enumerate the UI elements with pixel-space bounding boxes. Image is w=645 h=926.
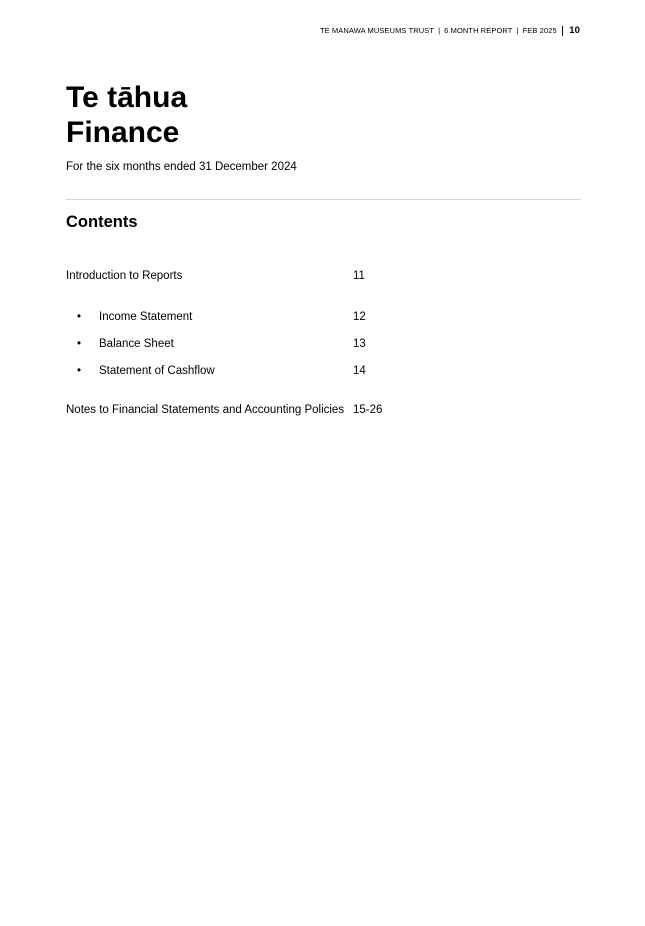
- page-title-line-1: Te tāhua: [66, 81, 188, 114]
- toc-item-label: Notes to Financial Statements and Accounting Policies: [66, 404, 345, 416]
- toc-item-label: Income Statement: [99, 311, 193, 323]
- header-org: TE MANAWA MUSEUMS TRUST: [319, 26, 435, 35]
- page-title-line-2: Finance: [66, 116, 180, 149]
- header-report: 6 MONTH REPORT: [444, 26, 513, 35]
- page-header: [320, 25, 580, 36]
- toc-item-label: Balance Sheet: [99, 338, 174, 350]
- toc-item-page: 11: [353, 270, 365, 282]
- header-date: FEB 2025: [522, 26, 557, 35]
- contents-heading: Contents: [66, 213, 138, 231]
- section-divider: [66, 199, 581, 200]
- page-number: 10: [569, 25, 580, 36]
- bullet-icon: •: [77, 338, 82, 350]
- toc-item-label: Introduction to Reports: [66, 270, 183, 282]
- header-page-divider: [562, 26, 564, 36]
- header-separator: |: [438, 26, 441, 35]
- bullet-icon: •: [77, 311, 82, 323]
- page-title: [66, 80, 187, 150]
- header-separator: |: [516, 26, 519, 35]
- toc-item-page: 12: [353, 311, 366, 323]
- toc-item-page: 15-26: [353, 404, 383, 416]
- toc-item-label: Statement of Cashflow: [99, 365, 215, 377]
- toc-item-page: 14: [353, 365, 366, 377]
- bullet-icon: •: [77, 365, 82, 377]
- toc-item-page: 13: [353, 338, 366, 350]
- page-subtitle: For the six months ended 31 December 2024: [66, 161, 297, 173]
